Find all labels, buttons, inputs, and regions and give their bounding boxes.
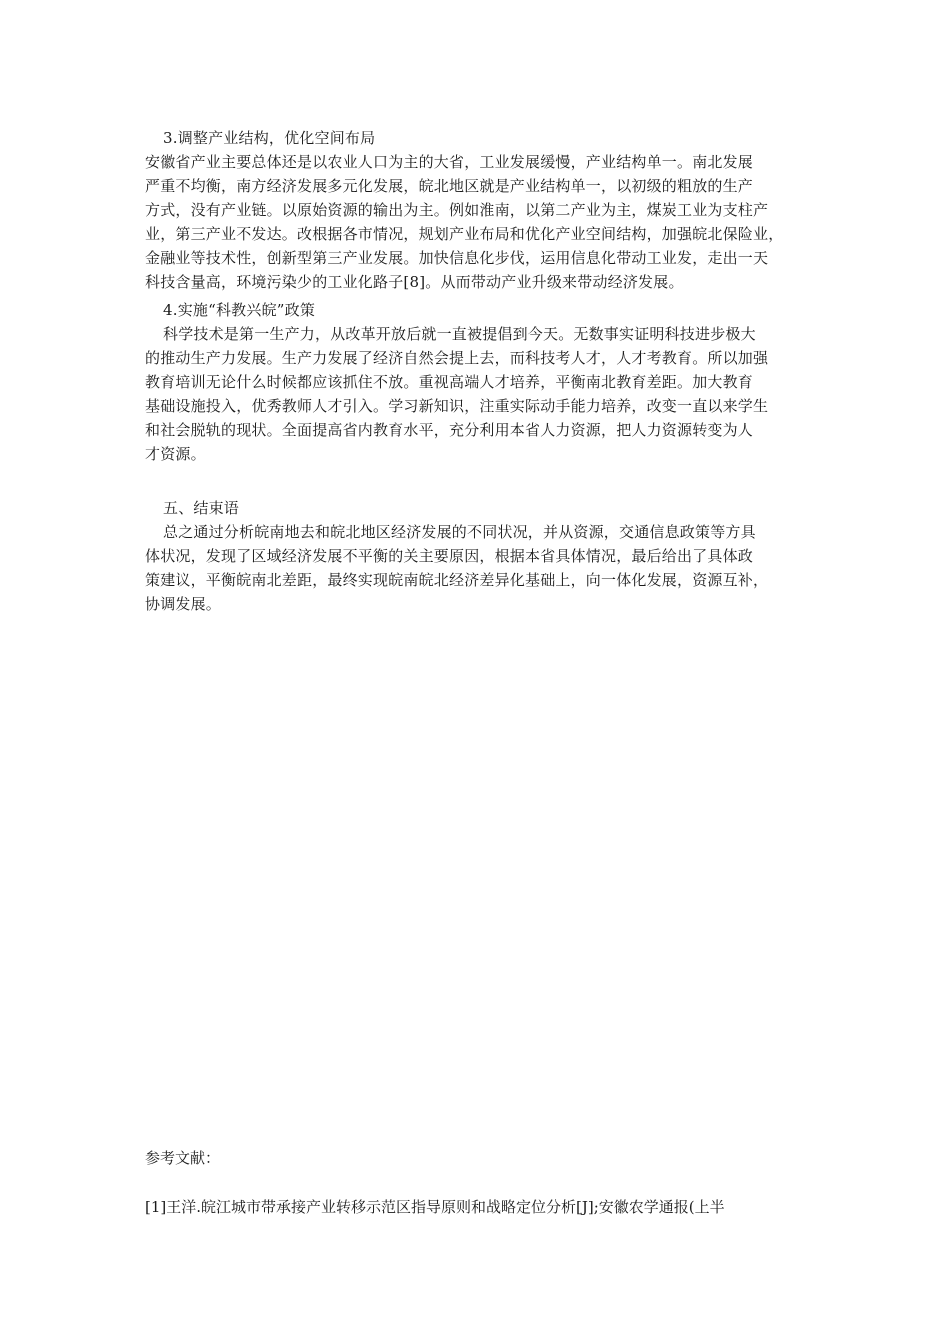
section-5: [145, 496, 820, 616]
section-5-heading: 五、结束语: [163, 499, 240, 517]
section-3-line: 方式，没有产业链。以原始资源的输出为主。例如淮南，以第二产业为主，煤炭工业为支柱产: [145, 201, 769, 219]
section-4: [145, 298, 820, 466]
section-4-line: 和社会脱轨的现状。全面提高省内教育水平，充分利用本省人力资源，把人力资源转变为人: [145, 421, 754, 439]
section-4-line: 基础设施投入，优秀教师人才引入。学习新知识，注重实际动手能力培养，改变一直以来学生: [145, 397, 769, 415]
section-3-line: 金融业等技术性，创新型第三产业发展。加快信息化步伐，运用信息化带动工业发，走出一天: [145, 249, 769, 267]
section-4-line: 科学技术是第一生产力，从改革开放后就一直被提倡到今天。无数事实证明科技进步极大: [163, 325, 756, 343]
section-3-line: 业，第三产业不发达。改根据各市情况，规划产业布局和优化产业空间结构，加强皖北保险业，: [145, 225, 784, 243]
references-title: 参考文献：: [145, 1149, 221, 1167]
section-3-line: 科技含量高，环境污染少的工业化路子[8]。从而带动产业升级来带动经济发展。: [145, 273, 684, 291]
section-3-line: 严重不均衡，南方经济发展多元化发展，皖北地区就是产业结构单一，以初级的粗放的生产: [145, 177, 754, 195]
section-3-line: 安徽省产业主要总体还是以农业人口为主的大省，工业发展缓慢，产业结构单一。南北发展: [145, 153, 754, 171]
section-5-line: 体状况，发现了区域经济发展不平衡的关主要原因，根据本省具体情况，最后给出了具体政: [145, 547, 754, 565]
section-4-heading: 4.实施“科教兴皖”政策: [163, 301, 316, 319]
reference-item: [1]王洋.皖江城市带承接产业转移示范区指导原则和战略定位分析[J];安徽农学通报(上半: [145, 1198, 725, 1216]
section-4-line: 教育培训无论什么时候都应该抓住不放。重视高端人才培养，平衡南北教育差距。加大教育: [145, 373, 754, 391]
section-5-line: 总之通过分析皖南地去和皖北地区经济发展的不同状况，并从资源，交通信息政策等方具: [163, 523, 756, 541]
section-5-line: 协调发展。: [145, 595, 222, 613]
section-3: [145, 126, 820, 294]
section-3-heading: 3.调整产业结构，优化空间布局: [163, 129, 376, 147]
section-5-line: 策建议，平衡皖南北差距，最终实现皖南皖北经济差异化基础上，向一体化发展，资源互补，: [145, 571, 769, 589]
section-4-line: 的推动生产力发展。生产力发展了经济自然会提上去，而科技考人才，人才考教育。所以加强: [145, 349, 769, 367]
section-4-line: 才资源。: [145, 445, 206, 463]
